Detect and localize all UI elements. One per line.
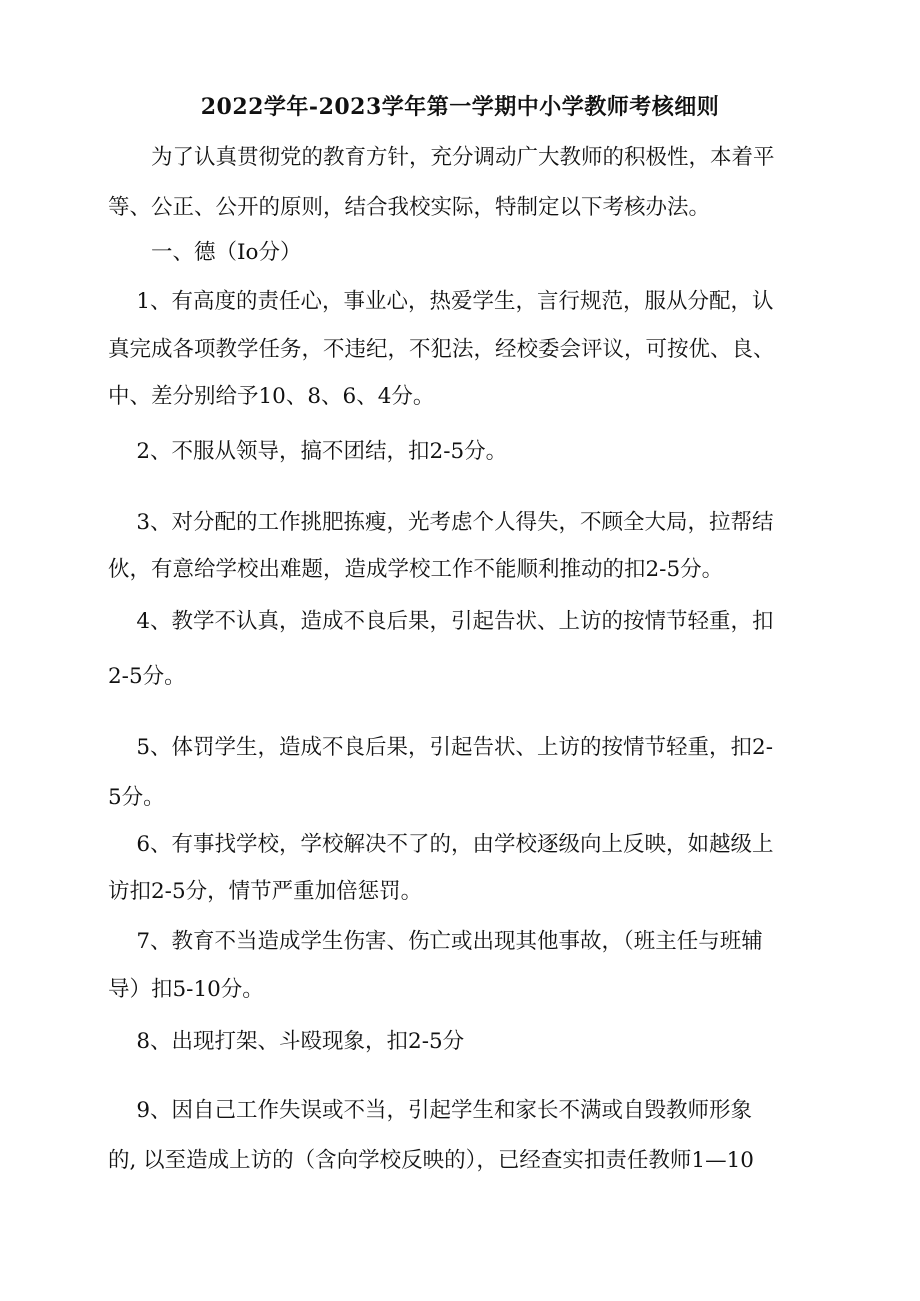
paragraph-line: 中、差分别给予10、8、6、4分。 (108, 384, 435, 409)
paragraph-line: 伙，有意给学校出难题，造成学校工作不能顺利推动的扣2-5分。 (108, 557, 724, 582)
document-title: 2022学年-2023学年第一学期中小学教师考核细则 (200, 94, 720, 120)
paragraph-line: 2-5分。 (108, 664, 186, 689)
paragraph-line: 8、出现打架、斗殴现象，扣2-5分 (108, 1029, 465, 1054)
paragraph-line: 7、教育不当造成学生伤害、伤亡或出现其他事故，（班主任与班辅 (108, 929, 763, 954)
section-heading: 一、德（Io分） (108, 240, 302, 265)
paragraph-line: 2、不服从领导，搞不团结，扣2-5分。 (108, 439, 508, 464)
paragraph-line: 5、体罚学生，造成不良后果，引起告状、上访的按情节轻重，扣2- (108, 735, 773, 760)
paragraph-line: 访扣2-5分，情节严重加倍惩罚。 (108, 879, 423, 904)
paragraph-line: 9、因自己工作失误或不当，引起学生和家长不满或自毁教师形象 (108, 1098, 753, 1123)
paragraph-line: 导）扣5-10分。 (108, 977, 264, 1002)
paragraph-line: 1、有高度的责任心，事业心，热爱学生，言行规范，服从分配，认 (108, 289, 774, 314)
paragraph-line: 为了认真贯彻党的教育方针，充分调动广大教师的积极性，本着平 (108, 145, 775, 170)
paragraph-line: 等、公正、公开的原则，结合我校实际，特制定以下考核办法。 (108, 195, 711, 220)
paragraph-line: 6、有事找学校，学校解决不了的，由学校逐级向上反映，如越级上 (108, 832, 774, 857)
paragraph-line: 的, 以至造成上访的（含向学校反映的），已经查实扣责任教师1—10 (108, 1148, 754, 1173)
paragraph-line: 5分。 (108, 785, 165, 810)
paragraph-line: 4、教学不认真，造成不良后果，引起告状、上访的按情节轻重，扣 (108, 609, 774, 634)
paragraph-line: 3、对分配的工作挑肥拣瘦，光考虑个人得失，不顾全大局，拉帮结 (108, 510, 774, 535)
paragraph-line: 真完成各项教学任务，不违纪，不犯法，经校委会评议，可按优、良、 (108, 337, 775, 362)
